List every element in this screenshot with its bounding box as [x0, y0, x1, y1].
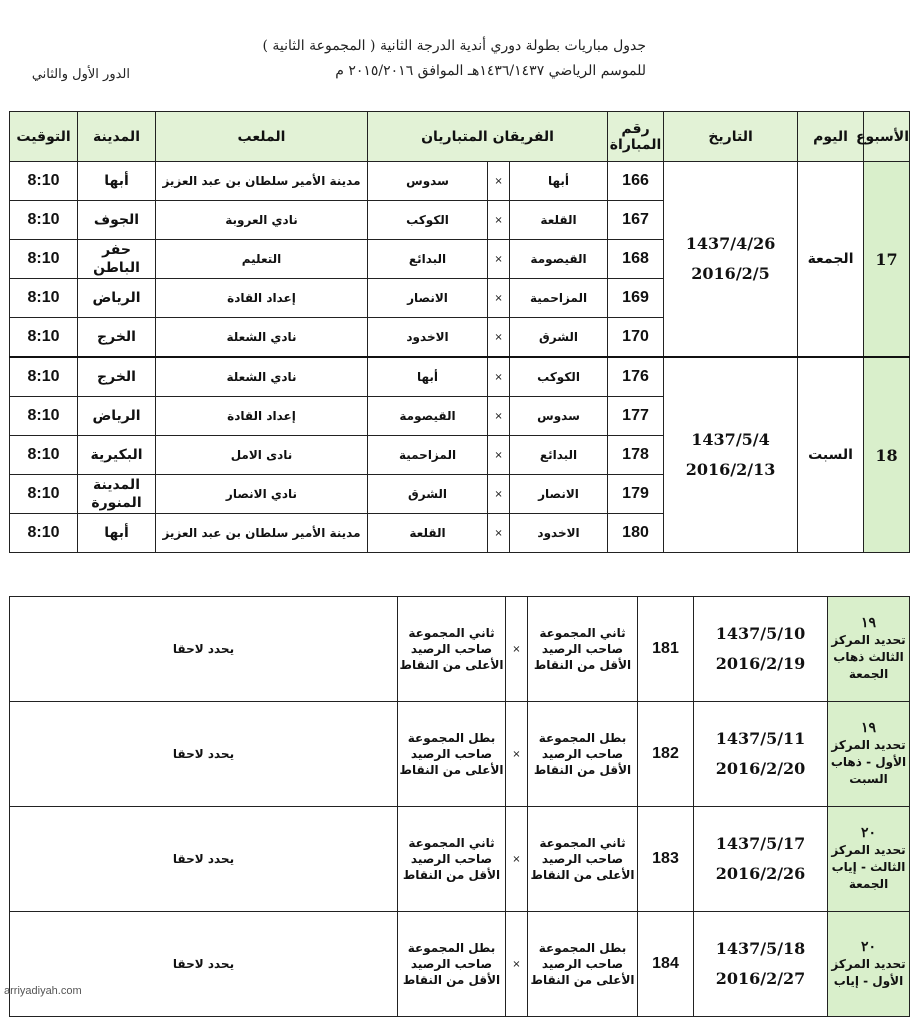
match-date: [694, 807, 828, 912]
away-team: القيصومة: [368, 397, 488, 436]
stadium: إعداد القادة: [156, 397, 368, 436]
match-number: 181: [638, 597, 694, 702]
vs-symbol: ×: [488, 240, 510, 279]
stadium: إعداد القادة: [156, 279, 368, 318]
week-number: 17: [864, 162, 910, 358]
week-number: 18: [864, 357, 910, 553]
match-date: [664, 357, 798, 553]
table-row: [10, 597, 910, 702]
match-date: [694, 597, 828, 702]
vs-symbol: ×: [488, 318, 510, 358]
match-number: 170: [608, 318, 664, 358]
vs-symbol: ×: [488, 475, 510, 514]
kickoff-time: 8:10: [10, 279, 78, 318]
playoff-description: تحديد المركز الثالث ذهاب: [831, 633, 906, 664]
home-team: البدائع: [510, 436, 608, 475]
venue-tbd: يحدد لاحقا: [10, 807, 398, 912]
col-day: اليوم: [798, 112, 864, 162]
col-date: التاريخ: [664, 112, 798, 162]
kickoff-time: 8:10: [10, 475, 78, 514]
home-team: القيصومة: [510, 240, 608, 279]
vs-symbol: ×: [488, 162, 510, 201]
home-team: الكوكب: [510, 357, 608, 397]
playoff-week: [828, 807, 910, 912]
vs-symbol: ×: [488, 279, 510, 318]
away-placeholder: ثاني المجموعة صاحب الرصيد الأقل من النقاط: [398, 807, 506, 912]
away-team: المزاحمية: [368, 436, 488, 475]
date-hijri: 1437/4/26: [685, 234, 776, 253]
date-gregorian: 2016/2/13: [685, 460, 776, 479]
venue-tbd: يحدد لاحقا: [10, 702, 398, 807]
playoff-week-number: ١٩: [860, 720, 877, 736]
playoff-week: [828, 597, 910, 702]
stadium: نادي الانصار: [156, 475, 368, 514]
round-label: الدور الأول والثاني: [31, 67, 130, 82]
document-title: جدول مباريات بطولة دوري أندية الدرجة الثانية ( المجموعة الثانية ): [262, 38, 646, 54]
venue-tbd: يحدد لاحقا: [10, 912, 398, 1017]
home-team: المزاحمية: [510, 279, 608, 318]
vs-symbol: ×: [488, 514, 510, 553]
match-number: 179: [608, 475, 664, 514]
city: الخرج: [78, 357, 156, 397]
kickoff-time: 8:10: [10, 318, 78, 358]
playoff-week-number: ٢٠: [860, 938, 877, 955]
date-gregorian: 2016/2/19: [715, 654, 806, 673]
stadium: مدينة الأمير سلطان بن عبد العزيز: [156, 514, 368, 553]
match-day: الجمعة: [798, 162, 864, 358]
kickoff-time: 8:10: [10, 162, 78, 201]
table-header-row: [10, 112, 910, 162]
match-number: 168: [608, 240, 664, 279]
kickoff-time: 8:10: [10, 357, 78, 397]
match-number: 182: [638, 702, 694, 807]
vs-symbol: ×: [488, 436, 510, 475]
home-team: أبها: [510, 162, 608, 201]
city: الخرج: [78, 318, 156, 358]
home-team: الشرق: [510, 318, 608, 358]
home-team: سدوس: [510, 397, 608, 436]
date-hijri: 1437/5/17: [715, 834, 806, 853]
watermark: arriyadiyah.com: [4, 985, 82, 997]
match-number: 167: [608, 201, 664, 240]
stadium: نادى الامل: [156, 436, 368, 475]
stadium: التعليم: [156, 240, 368, 279]
playoff-week-number: ١٩: [860, 615, 877, 631]
home-placeholder: ثاني المجموعة صاحب الرصيد الأعلى من النقاط: [528, 807, 638, 912]
playoff-week-number: ٢٠: [860, 825, 877, 841]
col-match-no: رقم المباراة: [608, 112, 664, 162]
city: الرياض: [78, 279, 156, 318]
match-date: [694, 912, 828, 1017]
match-number: 169: [608, 279, 664, 318]
kickoff-time: 8:10: [10, 240, 78, 279]
table-row: [10, 807, 910, 912]
home-team: الاخدود: [510, 514, 608, 553]
city: البكيرية: [78, 436, 156, 475]
vs-symbol: ×: [506, 702, 528, 807]
away-team: الانصار: [368, 279, 488, 318]
away-team: الكوكب: [368, 201, 488, 240]
vs-symbol: ×: [506, 597, 528, 702]
table-row: [10, 162, 910, 201]
home-team: الانصار: [510, 475, 608, 514]
col-time: التوقيت: [10, 112, 78, 162]
kickoff-time: 8:10: [10, 201, 78, 240]
playoff-description: تحديد المركز الأول - إياب: [831, 956, 906, 988]
date-gregorian: 2016/2/5: [691, 264, 770, 283]
playoff-week: [828, 912, 910, 1017]
date-hijri: 1437/5/11: [715, 729, 806, 748]
stadium: نادي العروبة: [156, 201, 368, 240]
match-number: 178: [608, 436, 664, 475]
col-stadium: الملعب: [156, 112, 368, 162]
match-day: السبت: [798, 357, 864, 553]
home-placeholder: بطل المجموعة صاحب الرصيد الأقل من النقاط: [528, 702, 638, 807]
playoff-description: تحديد المركز الثالث - إياب: [831, 843, 906, 874]
home-team: القلعة: [510, 201, 608, 240]
away-team: القلعة: [368, 514, 488, 553]
date-gregorian: 2016/2/26: [715, 864, 806, 883]
date-hijri: 1437/5/10: [715, 624, 806, 643]
match-number: 177: [608, 397, 664, 436]
table-row: [10, 702, 910, 807]
match-number: 166: [608, 162, 664, 201]
schedule-table: [9, 111, 910, 553]
vs-symbol: ×: [488, 201, 510, 240]
vs-symbol: ×: [488, 397, 510, 436]
vs-symbol: ×: [506, 807, 528, 912]
home-placeholder: بطل المجموعة صاحب الرصيد الأعلى من النقاط: [528, 912, 638, 1017]
venue-tbd: يحدد لاحقا: [10, 597, 398, 702]
date-gregorian: 2016/2/20: [715, 759, 806, 778]
kickoff-time: 8:10: [10, 436, 78, 475]
col-teams: الفريقان المتباريان: [368, 112, 608, 162]
kickoff-time: 8:10: [10, 397, 78, 436]
stadium: نادي الشعلة: [156, 357, 368, 397]
date-hijri: 1437/5/4: [691, 430, 770, 449]
playoff-description: تحديد المركز الأول - ذهاب: [830, 738, 907, 769]
playoff-day: السبت: [849, 772, 888, 786]
stadium: مدينة الأمير سلطان بن عبد العزيز: [156, 162, 368, 201]
city: الرياض: [78, 397, 156, 436]
season-subtitle: للموسم الرياضي ١٤٣٦/١٤٣٧هـ الموافق ٢٠١٥/٢٠١٦ م: [335, 63, 646, 79]
away-team: البدائع: [368, 240, 488, 279]
away-team: سدوس: [368, 162, 488, 201]
date-gregorian: 2016/2/27: [715, 969, 806, 988]
col-week: الأسبوع: [864, 112, 910, 162]
vs-symbol: ×: [506, 912, 528, 1017]
away-team: أبها: [368, 357, 488, 397]
match-number: 183: [638, 807, 694, 912]
col-city: المدينة: [78, 112, 156, 162]
home-placeholder: ثاني المجموعة صاحب الرصيد الأقل من النقاط: [528, 597, 638, 702]
table-row: [10, 357, 910, 397]
city: أبها: [78, 514, 156, 553]
away-placeholder: بطل المجموعة صاحب الرصيد الأعلى من النقاط: [398, 702, 506, 807]
table-row: [10, 912, 910, 1017]
date-hijri: 1437/5/18: [715, 939, 806, 958]
match-number: 184: [638, 912, 694, 1017]
playoff-day: الجمعة: [848, 667, 889, 681]
playoff-day: الجمعة: [848, 877, 889, 891]
city: حفر الباطن: [78, 240, 156, 279]
playoff-week: [828, 702, 910, 807]
match-number: 176: [608, 357, 664, 397]
vs-symbol: ×: [488, 357, 510, 397]
stadium: نادي الشعلة: [156, 318, 368, 358]
city: أبها: [78, 162, 156, 201]
kickoff-time: 8:10: [10, 514, 78, 553]
playoff-table: [9, 596, 910, 1017]
away-placeholder: بطل المجموعة صاحب الرصيد الأقل من النقاط: [398, 912, 506, 1017]
match-date: [694, 702, 828, 807]
city: الجوف: [78, 201, 156, 240]
city: المدينة المنورة: [78, 475, 156, 514]
match-date: [664, 162, 798, 358]
away-placeholder: ثاني المجموعة صاحب الرصيد الأعلى من النقاط: [398, 597, 506, 702]
away-team: الشرق: [368, 475, 488, 514]
match-number: 180: [608, 514, 664, 553]
away-team: الاخدود: [368, 318, 488, 358]
